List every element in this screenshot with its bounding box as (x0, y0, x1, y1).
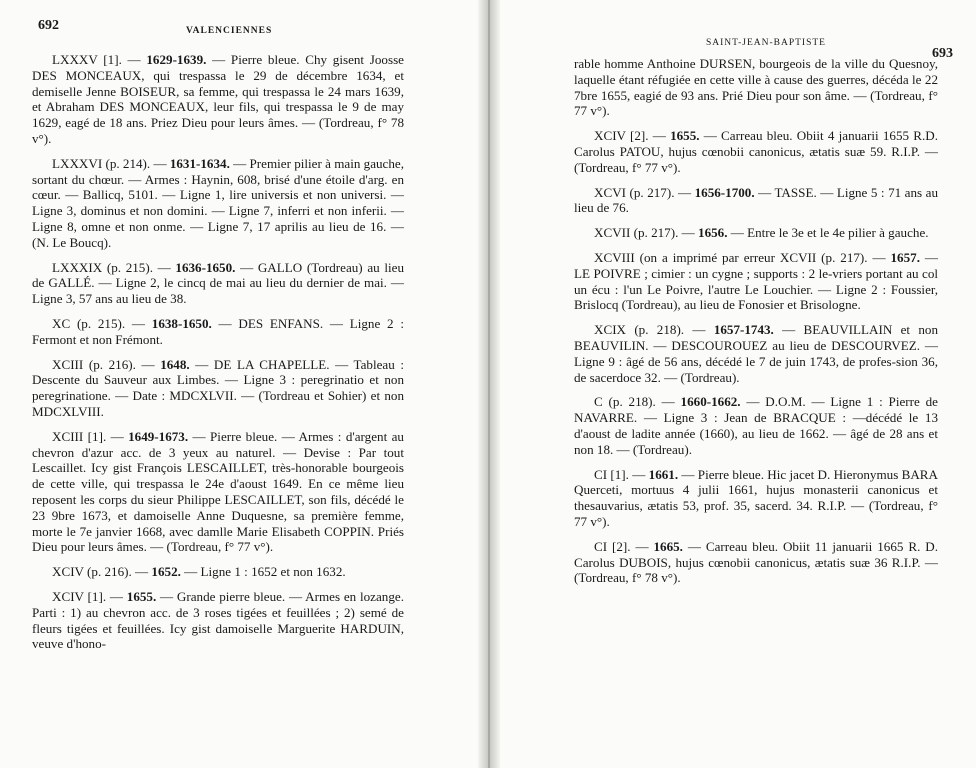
entry-text: — Pierre bleue. Chy gisent Joosse DES MONCEAUX, qui trespassa le 29 de décembre 1634, et demiselle Jenne BOISEUR, sa femme, qui trespassa le 24 mars 1639, et Abraham DES MONCEAUX, leur fils, qui trespassa le 9 de may 1629, eagé de 18 ans. Priez Dieu pour leurs âmes. — (Tordreau, f° 78 v°). (32, 52, 404, 146)
entry-text: — Grande pierre bleue. — Armes en lozange. Parti : 1) au chevron acc. de 3 roses tigées et feuillées ; 2) semé de fleurs tigées et feuillées. Icy gist damoiselle Marguerite HARDUIN, veuve d'hono- (32, 588, 404, 652)
entry-date: 1657-1743. (713, 322, 774, 338)
entry-text: — Pierre bleue. — Armes : d'argent au chevron d'azur acc. de 3 yeux au naturel. — Devise : Par tout Lescaillet. Icy gist François LESCAILLET, très-honorable bourgeois de cette ville, qui trespassa le 24e d'aoust 1649. En ce même lieu reposent les corps du sieur Philippe LESCAILLET, son fils, décédé le 23 9bre 1673, et damoiselle Anne Duquesne, sa première femme, morte le 7e janvier 1668, avec damlle Marie Elisabeth COPPIN. Priés Dieu pour leurs âmes. — (Tordreau, f° 77 v°). (32, 428, 404, 555)
entry-text: rable homme Anthoine DURSEN, bourgeois de la ville du Quesnoy, laquelle étant réfugiée en cette ville à cause des guerres, décéda le 22 7bre 1655, eagié de 93 ans. Prié Dieu pour son âme. — (Tordreau, f° 77 v°). (574, 56, 938, 119)
entry-date: 1631-1634. (169, 155, 230, 171)
entry-date: 1660-1662. (680, 394, 741, 410)
running-head: VALENCIENNES (186, 26, 273, 36)
entry-date: 1629-1639. (146, 52, 207, 67)
entry-date: 1636-1650. (175, 259, 236, 275)
entry-text: — TASSE. — Ligne 5 : 71 ans au lieu de 76. (574, 184, 938, 216)
entry-date: 1649-1673. (128, 428, 189, 444)
entry-text: — Carreau bleu. Obiit 11 januarii 1665 R. D. Carolus DUBOIS, hujus cœnobii canonicus, ætatis suæ 36 R.I.P. — (Tordreau, f° 78 v°). (574, 538, 938, 586)
entry-text: — BEAUVILLAIN et non BEAUVILIN. — DESCOUROUEZ au lieu de DESCOURVEZ. — Ligne 9 : âgé de 56 ans, décédé le 7 de juin 1743, de profes-sion 36, de sacerdoce 32. — (Tordreau). (574, 322, 938, 385)
entry-head: CI [2]. — (594, 538, 654, 554)
entry (32, 429, 404, 555)
entry (574, 539, 938, 586)
entry-head: XCIII [1]. — (52, 428, 129, 444)
entry (574, 394, 938, 457)
entry-date: 1656-1700. (694, 184, 755, 200)
entry-text: — Entre le 3e et le 4e pilier à gauche. (727, 225, 929, 241)
entry (32, 564, 404, 580)
entry (574, 56, 938, 119)
entry (32, 52, 404, 147)
text-column (32, 52, 404, 661)
page-number: 692 (38, 18, 59, 33)
entry-date: 1665. (653, 538, 683, 554)
entry-date: 1655. (670, 128, 700, 144)
entry (574, 128, 938, 175)
entry-text: — DES ENFANS. — Ligne 2 : Fermont et non Frémont. (32, 315, 404, 347)
entry-head: C (p. 218). — (594, 394, 681, 410)
entry (574, 185, 938, 217)
text-column (574, 56, 938, 595)
entry (32, 260, 404, 307)
entry-text: — Pierre bleue. Hic jacet D. Hieronymus BARA Querceti, mortuus 4 julii 1661, hujus monasterii canonicus et thesauvarius, ætatis 53, prof. 35, sacerd. 34. R.I.P. — (Tordreau, f° 77 v°). (574, 466, 938, 529)
entry-date: 1656. (698, 225, 728, 241)
entry-date: 1655. (126, 588, 157, 604)
entry (574, 467, 938, 530)
entry (32, 316, 404, 348)
entry-date: 1657. (890, 249, 920, 265)
entry-head: LXXXIX (p. 215). — (52, 259, 176, 275)
entry-text: — DE LA CHAPELLE. — Tableau : Descente du Sauveur aux Limbes. — Ligne 3 : peregrinatio et non peregrinatione. — Date : MDCXLVII. — (Tordreau et Sohier) et non MDCXLVIII. (32, 356, 404, 419)
entry-head: XCVI (p. 217). — (594, 184, 695, 200)
entry (574, 250, 938, 313)
entry-head: XCIII (p. 216). — (52, 356, 161, 372)
entry (32, 357, 404, 420)
entry-head: CI [1]. — (594, 466, 649, 482)
page-number: 693 (932, 46, 953, 61)
entry-text: — Ligne 1 : 1652 et non 1632. (180, 564, 346, 580)
entry (574, 225, 938, 241)
entry-date: 1648. (160, 356, 190, 372)
entry-head: LXXXV [1]. — (52, 52, 147, 67)
entry-head: XCVII (p. 217). — (594, 225, 699, 241)
entry-text: — D.O.M. — Ligne 1 : Pierre de NAVARRE. — Ligne 3 : Jean de BRACQUE : —décédé le 13 d'aoust de ladite année (1660), au lieu de 1662. — âgé de 28 ans et non 18. — (Tordreau). (574, 394, 938, 457)
entry-text: — Premier pilier à main gauche, sortant du chœur. — Armes : Haynin, 608, brisé d'une étoile d'arg. en cœur. — Ballicq, 5101. — Ligne 1, lire universis et non universi. — Ligne 3, dominus et non domini. — Ligne 7, inferri et non inferii. — Ligne 8, omne et non onme. — Ligne 7, 17 aprilis au lieu de 16. — (N. Le Boucq). (32, 155, 405, 250)
right-page (488, 0, 976, 768)
entry-head: XCIX (p. 218). — (594, 322, 714, 338)
entry-date: 1638-1650. (151, 315, 212, 331)
entry-head: XCIV [1]. — (52, 588, 127, 604)
entry-head: XCIV [2]. — (594, 128, 671, 144)
entry-text: — LE POIVRE ; cimier : un cygne ; supports : 2 le-vriers portant au col un écu : l'un Le Poivre, l'autre Le Louchier. — Ligne 2 : Foussier, Brislocq (Tordreau), au lieu de Fonosier et Brisologne. (574, 249, 938, 313)
running-head: SAINT-JEAN-BAPTISTE (706, 38, 826, 48)
entry-text: — Carreau bleu. Obiit 4 januarii 1655 R.D. Carolus PATOU, hujus cœnobii canonicus, ætatis suæ 59. R.I.P. — (Tordreau, f° 77 v°). (574, 128, 938, 175)
entry-text: — GALLO (Tordreau) au lieu de GALLÉ. — Ligne 2, le cincq de mai au lieu du dernier de mai. — Ligne 3, 57 ans au lieu de 38. (32, 259, 404, 307)
entry (32, 589, 404, 652)
entry (574, 322, 938, 385)
entry-head: LXXXVI (p. 214). — (52, 155, 170, 171)
entry-date: 1652. (151, 564, 181, 580)
entry (32, 156, 404, 251)
entry-date: 1661. (648, 466, 679, 482)
entry-head: XC (p. 215). — (52, 315, 152, 331)
entry-head: XCIV (p. 216). — (52, 564, 152, 580)
entry-head: XCVIII (on a imprimé par erreur XCVII (p. 217). — (594, 249, 891, 265)
